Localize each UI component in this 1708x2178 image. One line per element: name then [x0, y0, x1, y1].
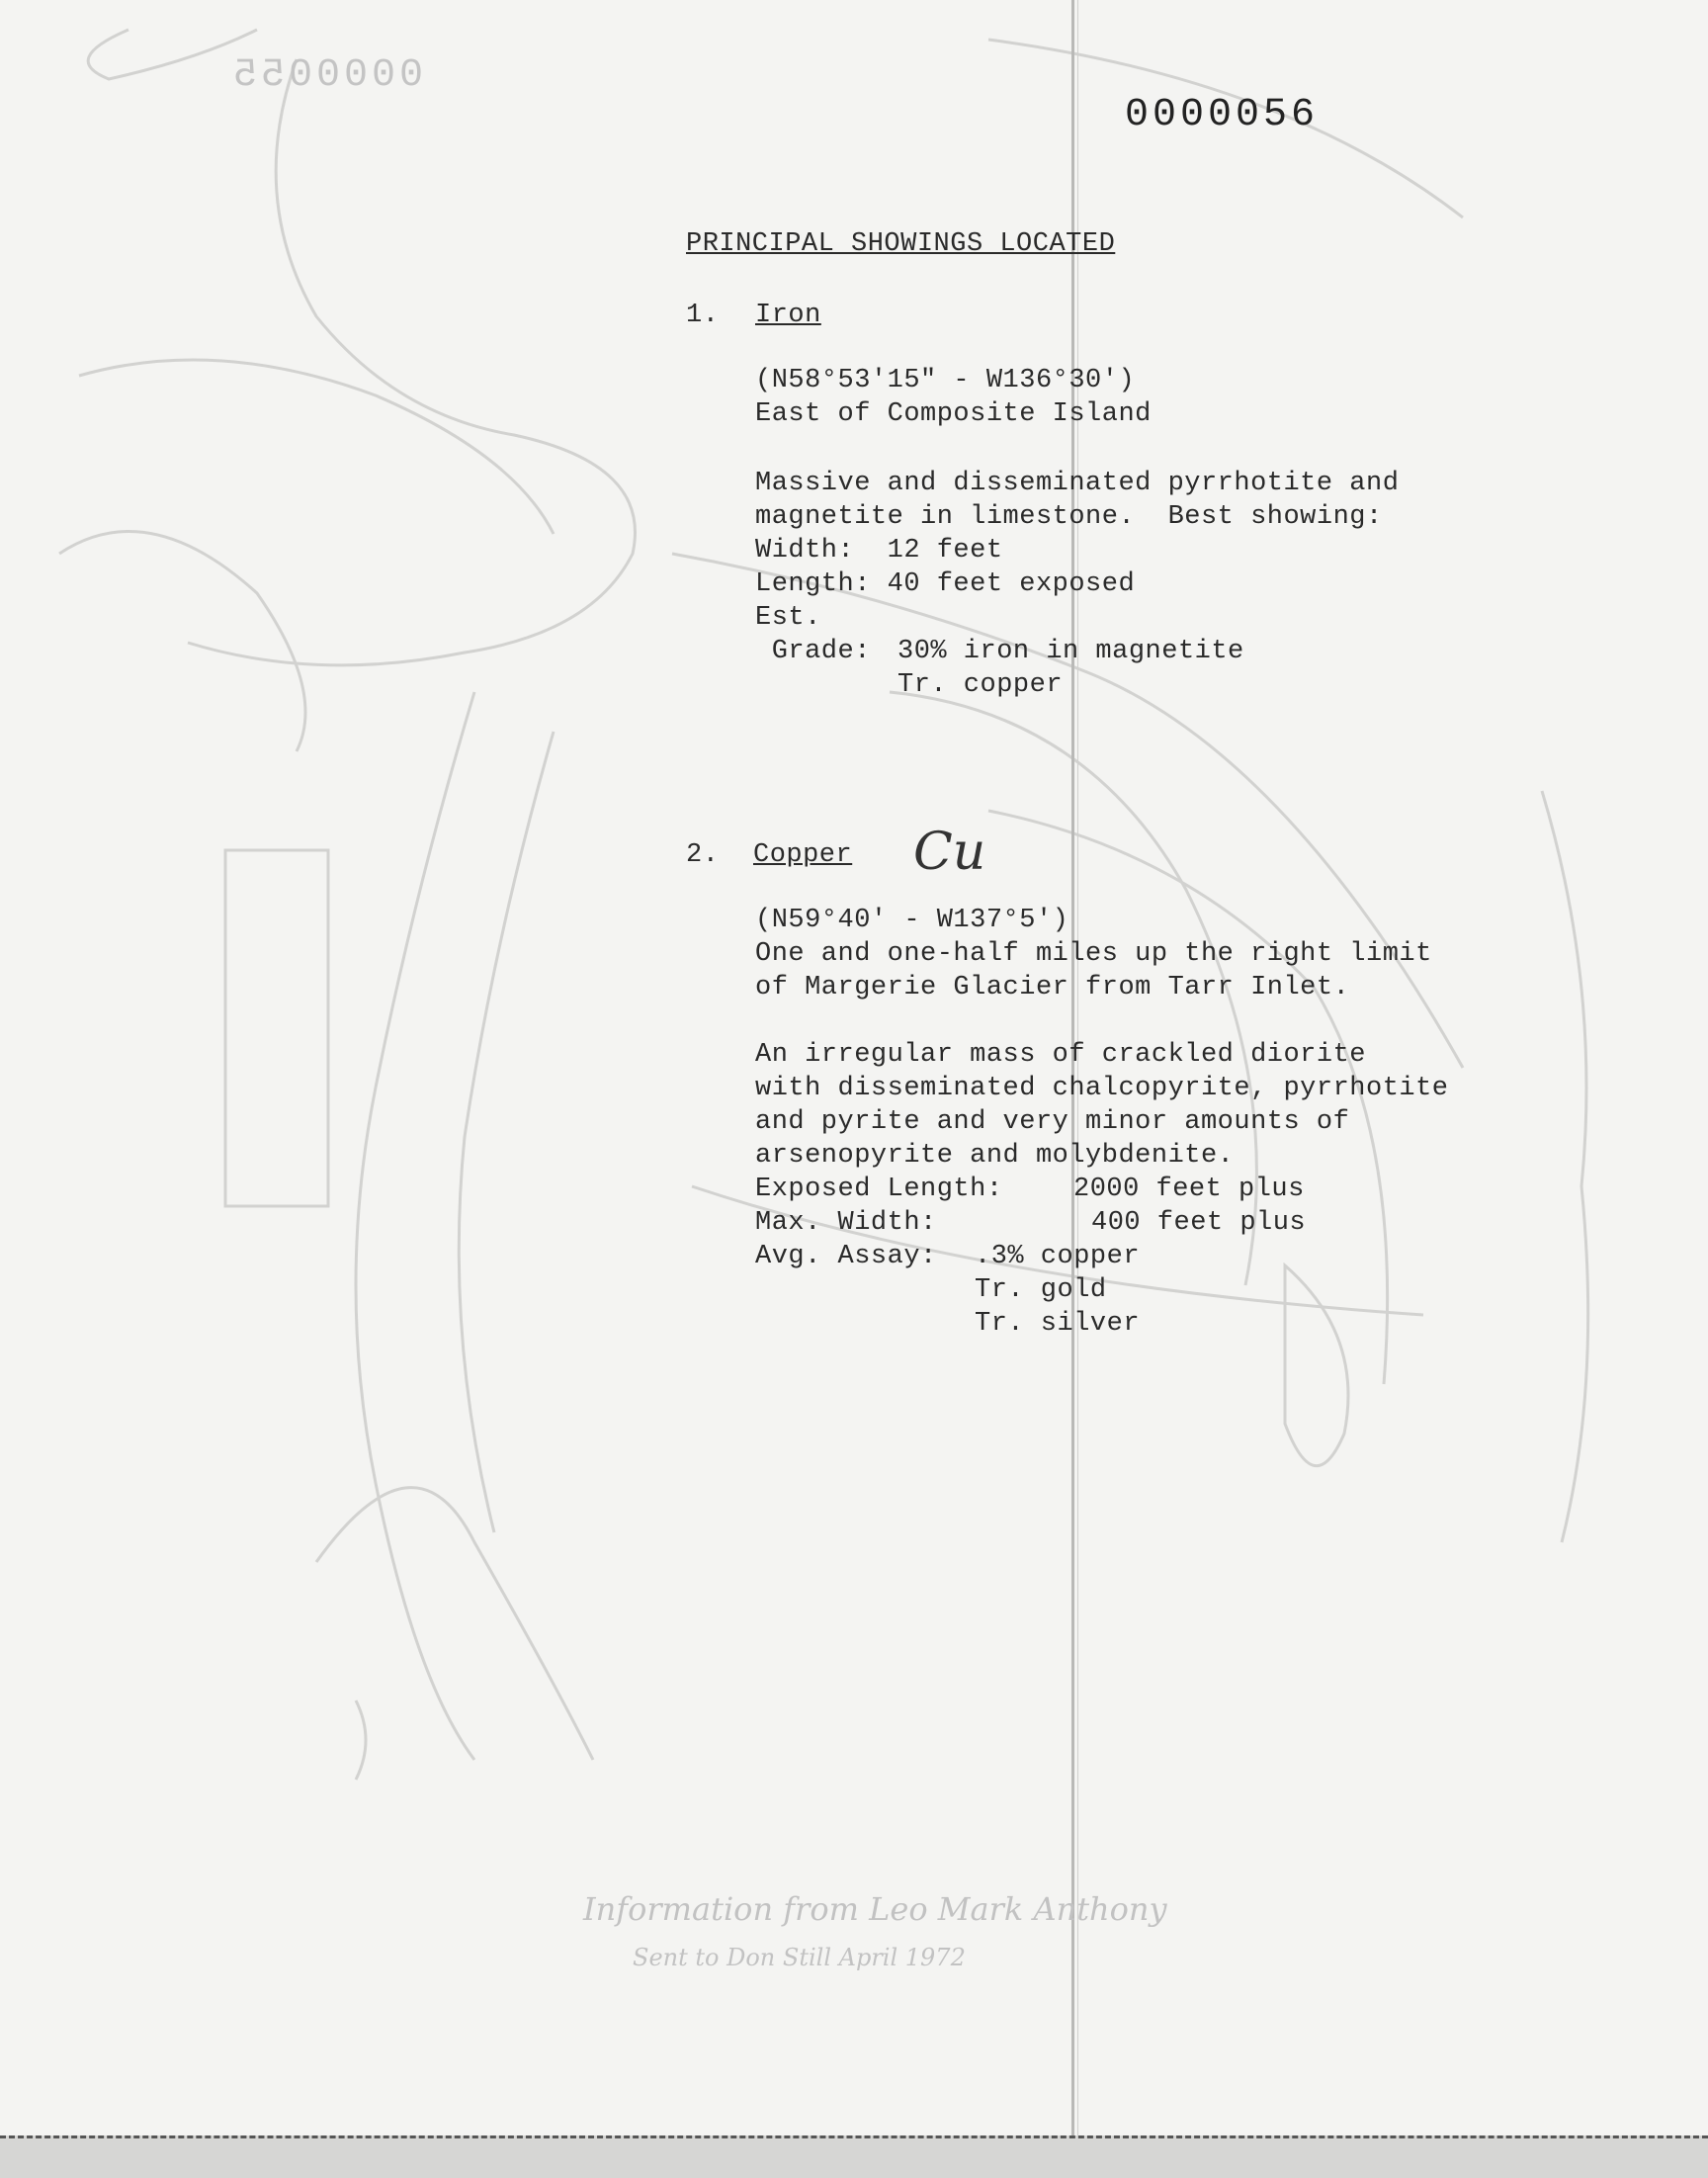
section-1-grade-label: Grade:	[755, 637, 888, 666]
section-2-assay-extra: Tr. gold	[975, 1275, 1107, 1305]
ghost-document-number: 0000055	[229, 53, 424, 98]
section-2-location-line: of Margerie Glacier from Tarr Inlet.	[755, 973, 1350, 1002]
section-2-coordinates: (N59°40' - W137°5')	[755, 906, 1069, 935]
section-1-grade-value: Tr. copper	[897, 670, 1064, 700]
section-2-spec-label: Avg. Assay:	[755, 1242, 937, 1271]
section-1-est: Est.	[755, 603, 821, 633]
section-2-heading: Copper	[753, 840, 853, 870]
section-2-description-line: and pyrite and very minor amounts of	[755, 1107, 1350, 1137]
footer-note-line: Information from Leo Mark Anthony	[583, 1890, 1167, 1928]
section-2-description-line: An irregular mass of crackled diorite	[755, 1040, 1366, 1070]
section-1-width: Width: 12 feet	[755, 536, 1003, 566]
section-1-description-line: magnetite in limestone. Best showing:	[755, 502, 1383, 532]
section-2-spec-value: .3% copper	[975, 1242, 1141, 1271]
document-number: 0000056	[1125, 93, 1320, 137]
section-2-spec-value: 2000 feet plus	[1073, 1175, 1305, 1204]
section-2-description-line: with disseminated chalcopyrite, pyrrhotite	[755, 1074, 1449, 1103]
section-2-number: 2.	[686, 840, 720, 870]
section-2-spec-label: Exposed Length:	[755, 1175, 1003, 1204]
section-1-description-line: Massive and disseminated pyrrhotite and	[755, 469, 1400, 498]
section-1-coordinates: (N58°53'15" - W136°30')	[755, 366, 1136, 395]
section-2-location-line: One and one-half miles up the right limit	[755, 939, 1432, 969]
section-1-heading: Iron	[755, 301, 821, 330]
section-2-assay-extra: Tr. silver	[975, 1309, 1141, 1339]
section-1-number: 1.	[686, 301, 720, 330]
page-title: PRINCIPAL SHOWINGS LOCATED	[686, 229, 1116, 259]
footer-note-line: Sent to Don Still April 1972	[633, 1944, 966, 1971]
section-2-spec-label: Max. Width:	[755, 1208, 937, 1238]
handwritten-cu-note: Cu	[913, 823, 986, 882]
section-1-grade-value: 30% iron in magnetite	[897, 637, 1244, 666]
section-2-description-line: arsenopyrite and molybdenite.	[755, 1141, 1235, 1171]
section-1-location: East of Composite Island	[755, 399, 1152, 429]
section-1-length: Length: 40 feet exposed	[755, 569, 1136, 599]
page-bottom-edge	[0, 2135, 1708, 2178]
section-2-spec-value: 400 feet plus	[1091, 1208, 1307, 1238]
